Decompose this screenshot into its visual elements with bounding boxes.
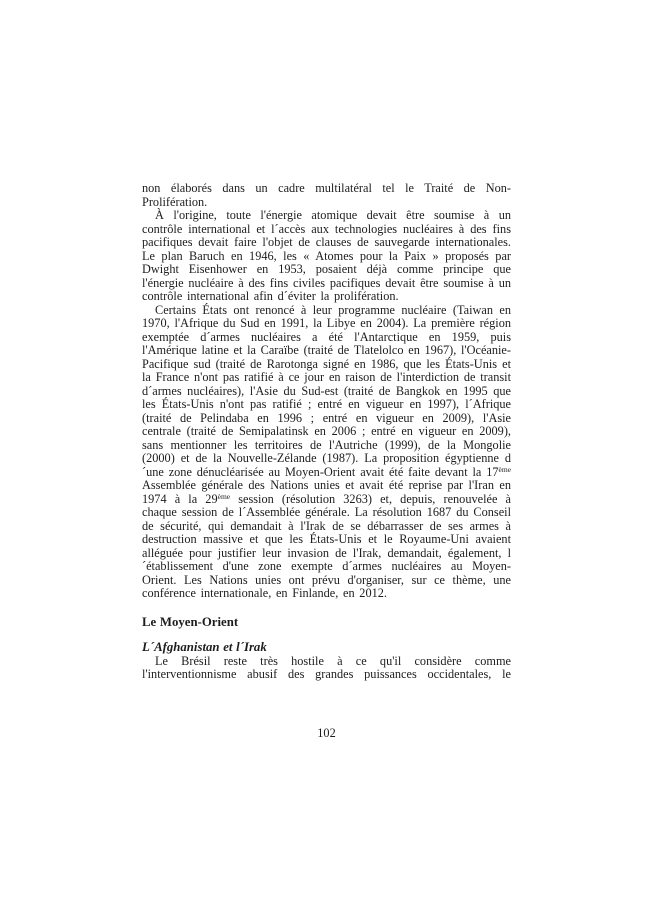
text-column	[142, 182, 511, 682]
text-run: non élaborés dans un cadre multilatéral tel le Traité de Non-Prolifération.	[142, 181, 511, 209]
body-text-top	[142, 182, 511, 601]
text-run: Certains États ont renoncé à leur programme nucléaire (Taiwan en 1970, l'Afrique du Sud en 1991, la Libye en 2004). La première région exemptée d´armes nucléaires a été l'Antarctique en 1959, puis l'Amérique latine et la Caraïbe (traité de Tlatelolco en 1967), l'Océanie-Pacifique sud (traité de Rarotonga signé en 1986, que les États-Unis et la France n'ont pas ratifié à ce jour en raison de l'interdiction de transit d´armes nucléaires), l'Asie du Sud-est (traité de Bangkok en 1995 que les États-Unis n'ont pas ratifié ; entré en vigueur en 1997), l´Afrique (traité de Pelindaba en 1996 ; entré en vigueur en 2009), l'Asie centrale (traité de Semipalatinsk en 2006 ; entré en vigueur en 2009), sans mentionner les territoires de l'Autriche (1999), de la Mongolie (2000) et de la Nouvelle-Zélande (1987). La proposition égyptienne d´une zone dénucléarisée au Moyen-Orient avait été faite devant la 17	[142, 302, 511, 479]
ordinal-superscript: ème	[498, 465, 511, 474]
paragraph	[142, 304, 511, 601]
text-run: Le Brésil reste très hostile à ce qu'il considère comme l'interventionnisme abusif des grandes puissances occidentales, le	[142, 653, 511, 681]
page-number: 102	[317, 726, 336, 740]
ordinal-superscript: ème	[217, 492, 231, 501]
paragraph	[142, 655, 511, 682]
text-run: À l'origine, toute l'énergie atomique devait être soumise à un contrôle international et l´accès aux technologies nucléaires à des fins pacifiques devait faire l'objet de clauses de sauvegarde internationales. Le plan Baruch en 1946, les « Atomes pour la Paix » proposés par Dwight Eisenhower en 1953, posaient déjà comme principe que l'énergie nucléaire à des fins civiles pacifiques devait être soumise à un contrôle international afin d´éviter la prolifération.	[142, 208, 511, 303]
text-run: session (résolution 3263) et, depuis, renouvelée à chaque session de l´Assemblée générale. La résolution 1687 du Conseil de sécurité, qui demandait à l'Irak de se débarrasser de ses armes à destruction massive et que les États-Unis et le Royaume-Uni avaient alléguée pour justifier leur invasion de l'Irak, demandait, également, l´établissement d'une zone exempte d´armes nucléaires au Moyen-Orient. Les Nations unies ont prévu d'organiser, sur ce thème, une conférence internationale, en Finlande, en 2012.	[142, 491, 511, 600]
subsection-heading: L´Afghanistan et l´Irak	[142, 640, 267, 654]
paragraph	[142, 182, 511, 209]
body-text-bottom	[142, 655, 511, 682]
text-run: Assemblée générale des Nations unies et avait été reprise par l'Iran en 1974 à la 29	[142, 478, 511, 506]
section-heading: Le Moyen-Orient	[142, 614, 239, 629]
paragraph	[142, 209, 511, 304]
